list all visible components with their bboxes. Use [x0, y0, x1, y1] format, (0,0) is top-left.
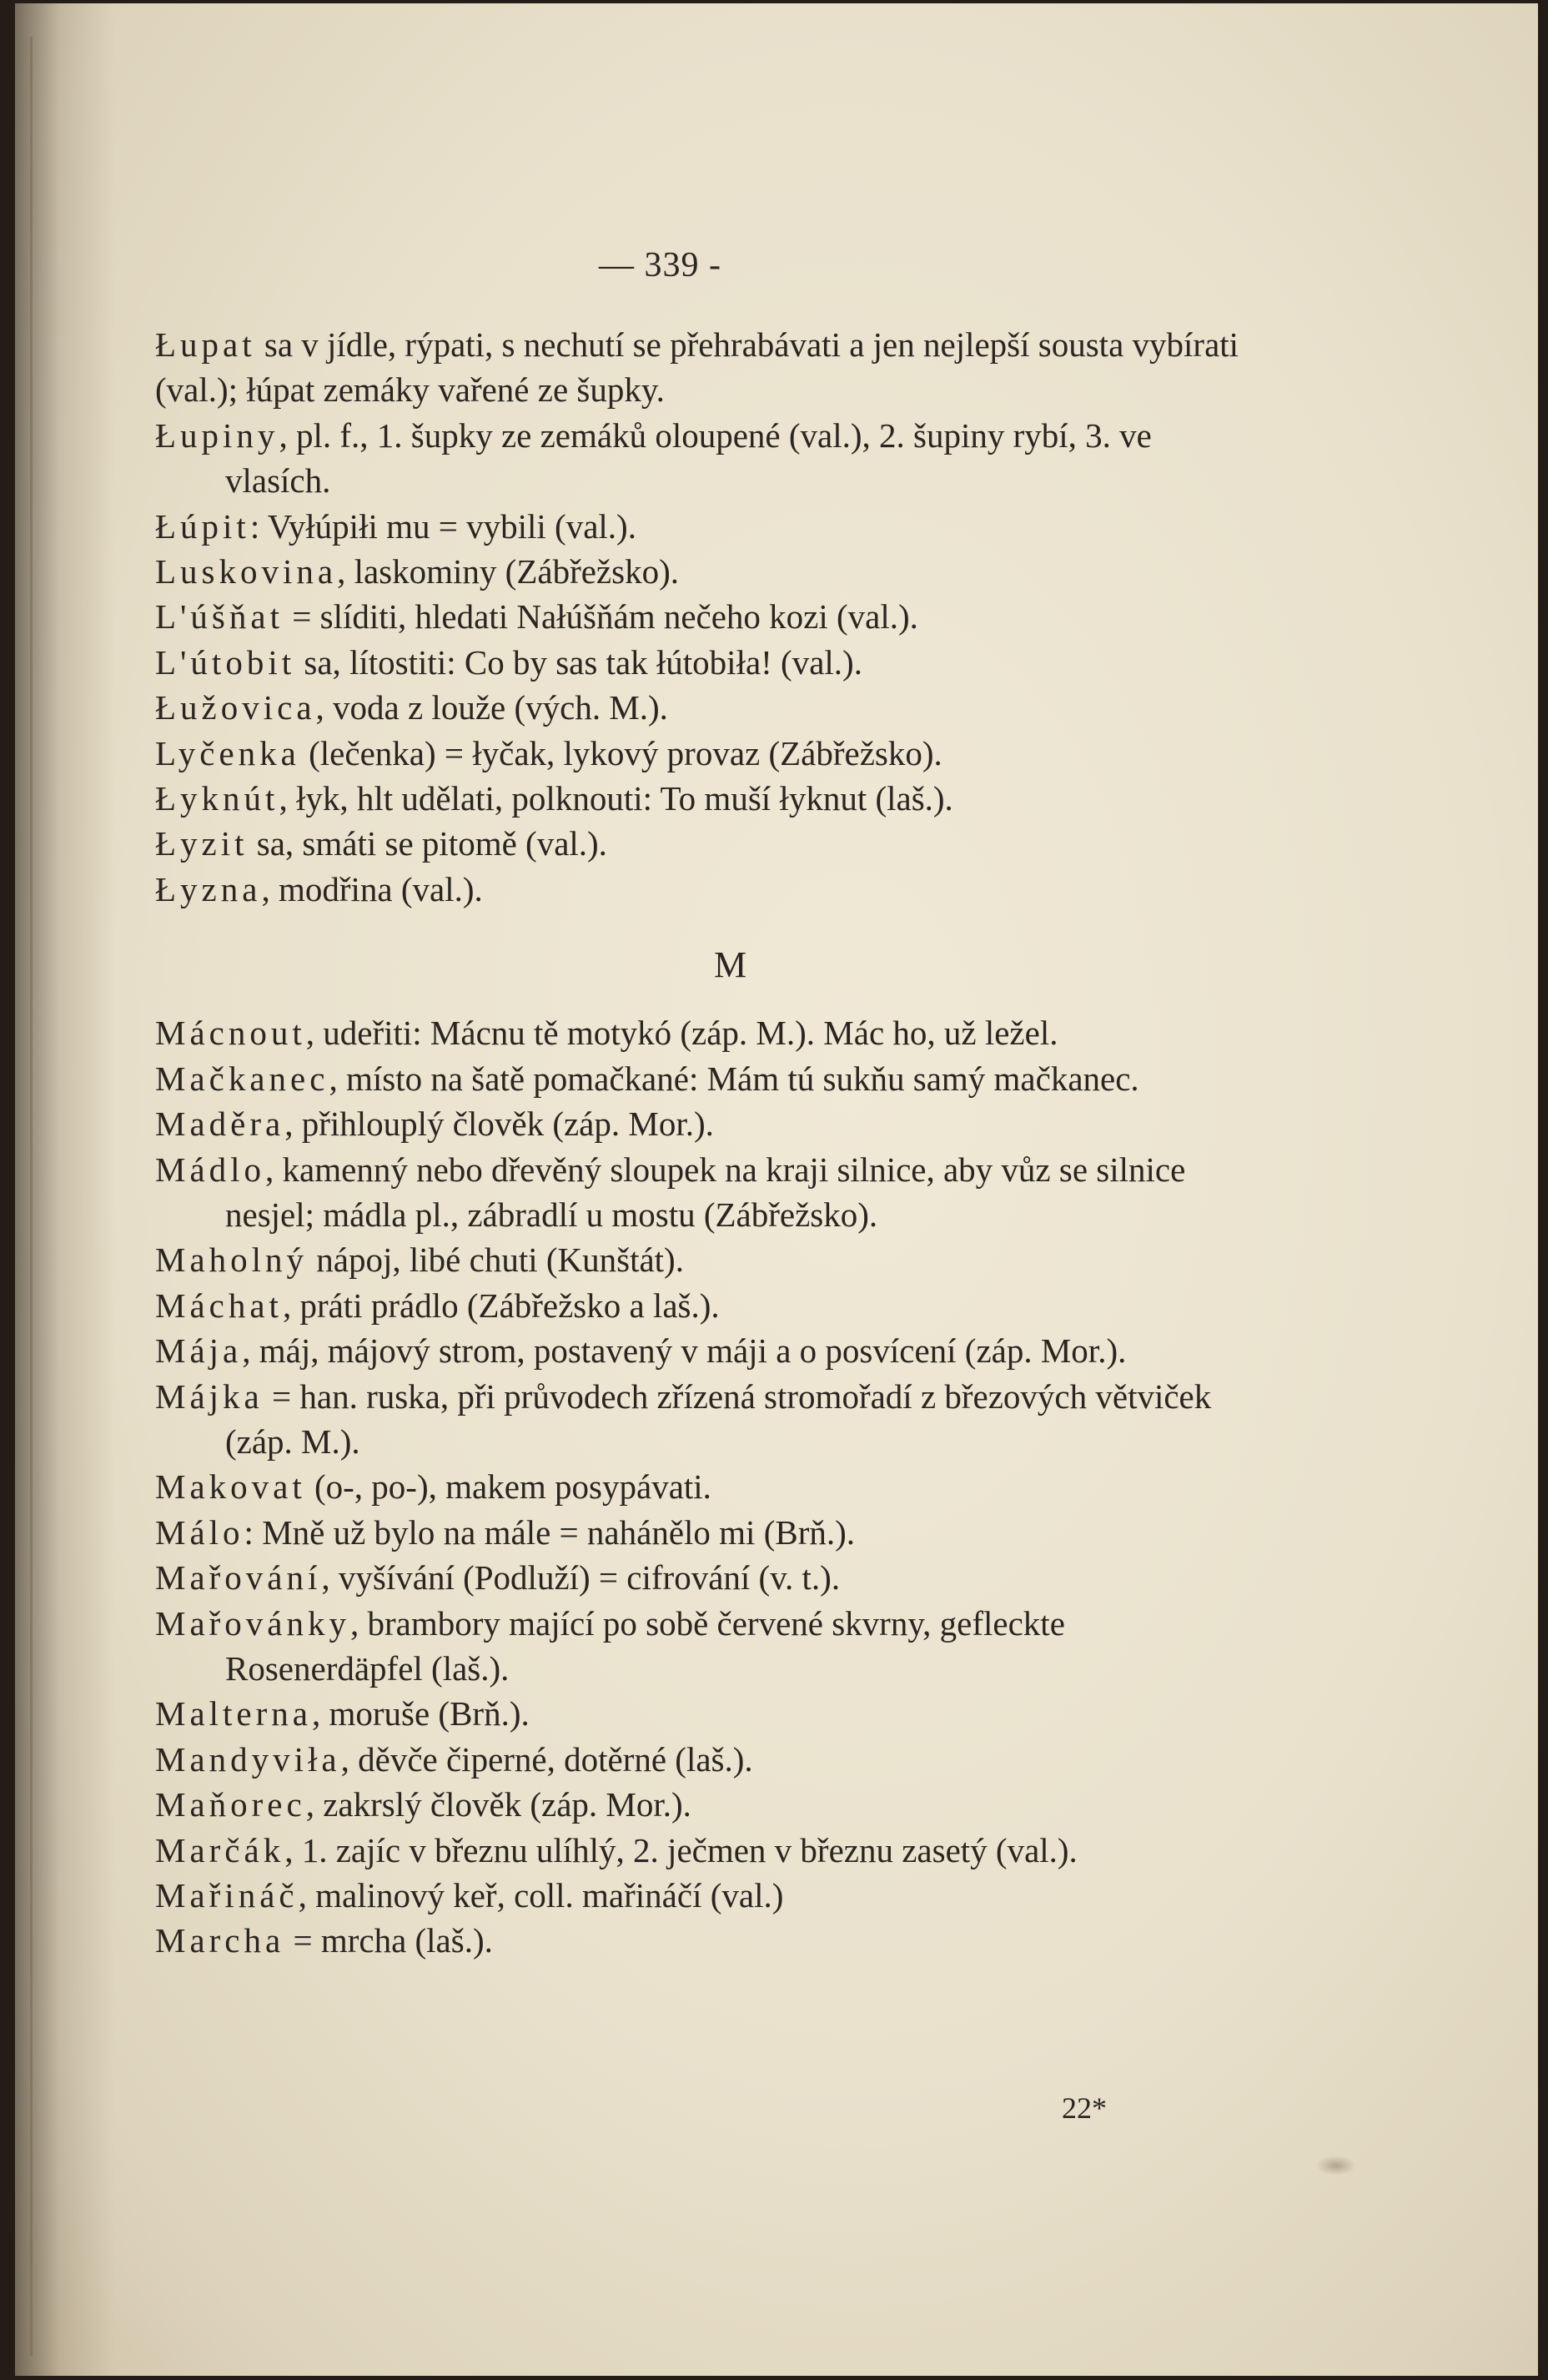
- entry-headword: Mařináč: [155, 1876, 299, 1915]
- entry-headword: Luskovina: [155, 552, 338, 591]
- dictionary-entry: [155, 322, 1256, 413]
- entry-definition: , modřina (val.).: [261, 869, 483, 908]
- entry-definition: , malinový keř, coll. mařináčí (val.): [298, 1876, 784, 1915]
- dictionary-entry: [155, 731, 1256, 776]
- entry-headword: Májka: [155, 1376, 264, 1416]
- entry-headword: Makovat: [155, 1467, 306, 1507]
- printer-signature-mark: 22*: [1062, 2091, 1107, 2125]
- entry-headword: Máchat: [155, 1286, 283, 1325]
- entry-definition: , děvče čiperné, dotěrné (laš.).: [340, 1739, 753, 1779]
- library-stamp-smudge: [1316, 2156, 1356, 2176]
- dictionary-entry: [155, 1691, 1256, 1736]
- dictionary-entry: [155, 1828, 1256, 1873]
- entry-definition: , 1. zajíc v březnu ulíhlý, 2. ječmen v březnu zasetý (val.).: [284, 1830, 1078, 1869]
- entry-definition: : Vyłúpiłi mu = vybili (val.).: [249, 506, 636, 546]
- dictionary-entry: [155, 1056, 1256, 1101]
- entry-definition: , pl. f., 1. šupky ze zemáků oloupené (val.), 2. šupiny rybí, 3. ve vlasích.: [225, 415, 1152, 501]
- dictionary-entry: [155, 1147, 1256, 1238]
- entry-headword: Maňorec: [155, 1785, 306, 1824]
- dictionary-entry: [155, 1918, 1256, 1963]
- dictionary-entry: [155, 549, 1256, 594]
- entry-definition: , brambory mající po sobě červené skvrny, gefleckte Rosenerdäpfel (laš.).: [225, 1603, 1065, 1688]
- dictionary-entry: [155, 1464, 1256, 1509]
- dictionary-entry: [155, 1737, 1256, 1782]
- entry-headword: Łužovica: [155, 688, 316, 727]
- dictionary-entry: [155, 821, 1256, 866]
- entry-headword: Łupiny: [155, 415, 279, 455]
- dictionary-entry: [155, 640, 1256, 685]
- entry-headword: Mařovánky: [155, 1603, 351, 1643]
- entry-definition: nápoj, libé chuti (Kunštát).: [308, 1240, 684, 1280]
- entry-headword: Mája: [155, 1331, 243, 1371]
- entry-definition: , máj, májový strom, postavený v máji a o posvícení (záp. Mor.).: [242, 1331, 1127, 1371]
- entry-definition: = mrcha (laš.).: [284, 1921, 493, 1960]
- entry-definition: sa, lítostiti: Co by sas tak łútobiła! (val.).: [295, 642, 862, 682]
- entry-definition: , voda z louže (vých. M.).: [315, 688, 668, 727]
- entry-definition: (o-, po-), makem posypávati.: [305, 1467, 711, 1507]
- entry-definition: sa v jídle, rýpati, s nechutí se přehrabávati a jen nejlepší sousta vybírati (val.); łúpat zemáky vařené ze šupky.: [155, 325, 1239, 410]
- entry-definition: (lečenka) = łyčak, lykový provaz (Zábřežsko).: [299, 733, 942, 772]
- dictionary-entry: [155, 1510, 1256, 1555]
- dictionary-entry: [155, 1328, 1256, 1373]
- page-number: — 339 -: [599, 246, 721, 284]
- entry-headword: L'úšňat: [155, 597, 284, 637]
- dictionary-entry: [155, 685, 1256, 730]
- entry-definition: , laskominy (Zábřežsko).: [337, 552, 679, 591]
- entry-headword: Łupat: [155, 325, 256, 364]
- dictionary-entries: [155, 322, 1256, 1964]
- entry-definition: sa, smáti se pitomě (val.).: [248, 824, 607, 863]
- entry-headword: Málo: [155, 1512, 244, 1552]
- dictionary-entry: [155, 1010, 1256, 1055]
- entry-headword: Maholný: [155, 1240, 309, 1280]
- entry-definition: : Mně už bylo na mále = nahánělo mi (Brň.).: [244, 1512, 856, 1552]
- entry-definition: , łyk, hlt udělati, polknouti: To muší łyknut (laš.).: [279, 779, 953, 818]
- dictionary-entry: [155, 1782, 1256, 1827]
- dictionary-entry: [155, 1374, 1256, 1465]
- section-letter-heading: M: [713, 944, 748, 986]
- entry-headword: Mandyviła: [155, 1739, 341, 1779]
- dictionary-entry: [155, 1101, 1256, 1146]
- dictionary-entry: [155, 594, 1256, 639]
- entry-definition: , místo na šatě pomačkané: Mám tú sukňu samý mačkanec.: [329, 1059, 1139, 1098]
- entry-definition: , moruše (Brň.).: [311, 1694, 530, 1733]
- dictionary-entry: [155, 1601, 1256, 1692]
- entry-headword: Mácnout: [155, 1014, 306, 1053]
- entry-headword: Marcha: [155, 1921, 285, 1960]
- dictionary-entry: [155, 1283, 1256, 1328]
- entry-headword: Mádlo: [155, 1150, 266, 1189]
- dictionary-entry: [155, 504, 1256, 549]
- dictionary-entry: [155, 776, 1256, 821]
- entry-headword: L'útobit: [155, 642, 296, 682]
- entry-headword: Łyzit: [155, 824, 249, 863]
- dictionary-entry: [155, 413, 1256, 504]
- entry-headword: Łyknút: [155, 779, 279, 818]
- entry-headword: Malterna: [155, 1694, 312, 1733]
- entry-headword: Maděra: [155, 1104, 285, 1144]
- entry-headword: Marčák: [155, 1830, 285, 1869]
- entry-headword: Łúpit: [155, 506, 250, 546]
- entry-headword: Mařování: [155, 1558, 322, 1598]
- entry-definition: , přihlouplý člověk (záp. Mor.).: [284, 1104, 714, 1144]
- entry-definition: , udeřiti: Mácnu tě motykó (záp. M.). Mác ho, už ležel.: [305, 1014, 1058, 1053]
- dictionary-entry: [155, 867, 1256, 912]
- entry-headword: Mačkanec: [155, 1059, 329, 1098]
- entry-definition: = han. ruska, při průvodech zřízená stromořadí z březových větviček (záp. M.).: [225, 1376, 1212, 1461]
- spine-line: [30, 37, 33, 2356]
- entry-headword: Łyzna: [155, 869, 262, 908]
- entry-headword: Lyčenka: [155, 733, 300, 772]
- book-page: [15, 3, 1538, 2376]
- entry-definition: , kamenný nebo dřevěný sloupek na kraji silnice, aby vůz se silnice nesjel; mádla pl., zábradlí u mostu (Zábřežsko).: [225, 1150, 1186, 1234]
- entry-definition: , práti prádlo (Zábřežsko a laš.).: [282, 1286, 720, 1325]
- dictionary-entry: [155, 1237, 1256, 1282]
- dictionary-entry: [155, 1555, 1256, 1600]
- entry-definition: = slíditi, hledati Nałúšňám nečeho kozi (val.).: [283, 597, 918, 637]
- dictionary-entry: [155, 1873, 1256, 1918]
- entry-definition: , vyšívání (Podluží) = cifrování (v. t.).: [321, 1558, 841, 1598]
- entry-definition: , zakrslý člověk (záp. Mor.).: [305, 1785, 691, 1824]
